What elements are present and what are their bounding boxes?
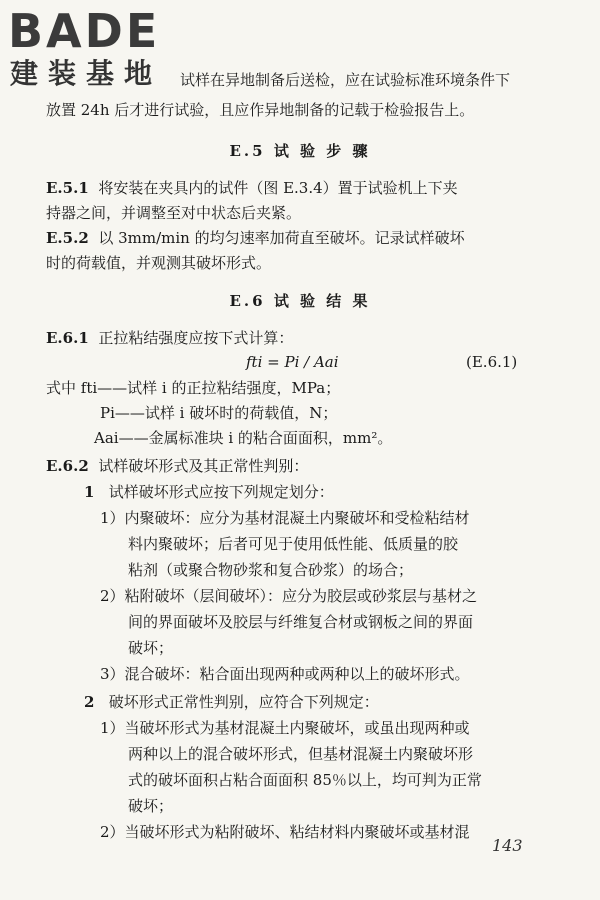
formula: fti = Pi / Aai xyxy=(246,353,339,371)
page-number: 143 xyxy=(492,836,523,855)
definition-line: 式中 fti——试样 i 的正拉粘结强度，MPa； xyxy=(46,379,341,397)
item-text: 破坏形式正常性判别，应符合下列规定： xyxy=(108,693,379,711)
clause-line xyxy=(46,328,293,348)
text-line: 1）当破坏形式为基材混凝土内聚破坏，或虽出现两种或 xyxy=(100,719,470,737)
text-line: 粘剂（或聚合物砂浆和复合砂浆）的场合； xyxy=(128,561,414,579)
text-line: 试样在异地制备后送检，应在试验标准环境条件下 xyxy=(180,71,511,89)
section-heading: E.5 试 验 步 骤 xyxy=(229,142,371,160)
clause-text: 以 3mm/min 的均匀速率加荷直至破坏。记录试样破坏 xyxy=(98,229,465,247)
clause-number: E.5.1 xyxy=(46,179,89,197)
text-line: 间的界面破坏及胶层与纤维复合材或钢板之间的界面 xyxy=(128,613,474,631)
clause-line xyxy=(46,178,458,198)
formula-number: (E.6.1) xyxy=(466,353,518,371)
definition-line: Pi——试样 i 破坏时的荷载值，N； xyxy=(100,404,338,422)
clause-number: E.6.1 xyxy=(46,329,89,347)
text-line: 2）粘附破坏（层间破坏）：应分为胶层或砂浆层与基材之 xyxy=(100,587,478,605)
item-text: 试样破坏形式应按下列规定划分： xyxy=(108,483,334,501)
text-line: 1）内聚破坏：应分为基材混凝土内聚破坏和受检粘结材 xyxy=(100,509,470,527)
clause-text: 将安装在夹具内的试件（图 E.3.4）置于试验机上下夹 xyxy=(98,179,458,197)
text-line: 两种以上的混合破坏形式，但基材混凝土内聚破坏形 xyxy=(128,745,474,763)
text-line: 2）当破坏形式为粘附破坏、粘结材料内聚破坏或基材混 xyxy=(100,823,470,841)
clause-number: E.6.2 xyxy=(46,457,89,475)
clause-line xyxy=(46,456,308,476)
definition-line: Aai——金属标准块 i 的粘合面面积，mm²。 xyxy=(94,429,393,447)
logo-subtitle: 建装基地 xyxy=(10,57,163,90)
item-number: 2 xyxy=(84,693,95,711)
clause-text: 正拉粘结强度应按下式计算： xyxy=(98,329,294,347)
logo-wordmark: BADE xyxy=(8,4,161,58)
text-line: 式的破坏面积占粘合面面积 85％以上，均可判为正常 xyxy=(128,771,482,789)
text-line: 料内聚破坏；后者可见于使用低性能、低质量的胶 xyxy=(128,535,459,553)
text-line: 放置 24h 后才进行试验，且应作异地制备的记载于检验报告上。 xyxy=(46,101,475,119)
text-line: 3）混合破坏：粘合面出现两种或两种以上的破坏形式。 xyxy=(100,665,470,683)
section-heading: E.6 试 验 结 果 xyxy=(229,292,371,310)
clause-line xyxy=(46,228,465,248)
bade-logo xyxy=(8,6,178,90)
item-line xyxy=(84,692,379,712)
text-line: 破坏； xyxy=(128,639,174,657)
text-line: 持器之间，并调整至对中状态后夹紧。 xyxy=(46,204,302,222)
item-line xyxy=(84,482,334,502)
item-number: 1 xyxy=(84,483,95,501)
clause-number: E.5.2 xyxy=(46,229,89,247)
clause-text: 试样破坏形式及其正常性判别： xyxy=(98,457,309,475)
text-line: 时的荷载值，并观测其破坏形式。 xyxy=(46,254,272,272)
text-line: 破坏； xyxy=(128,797,174,815)
